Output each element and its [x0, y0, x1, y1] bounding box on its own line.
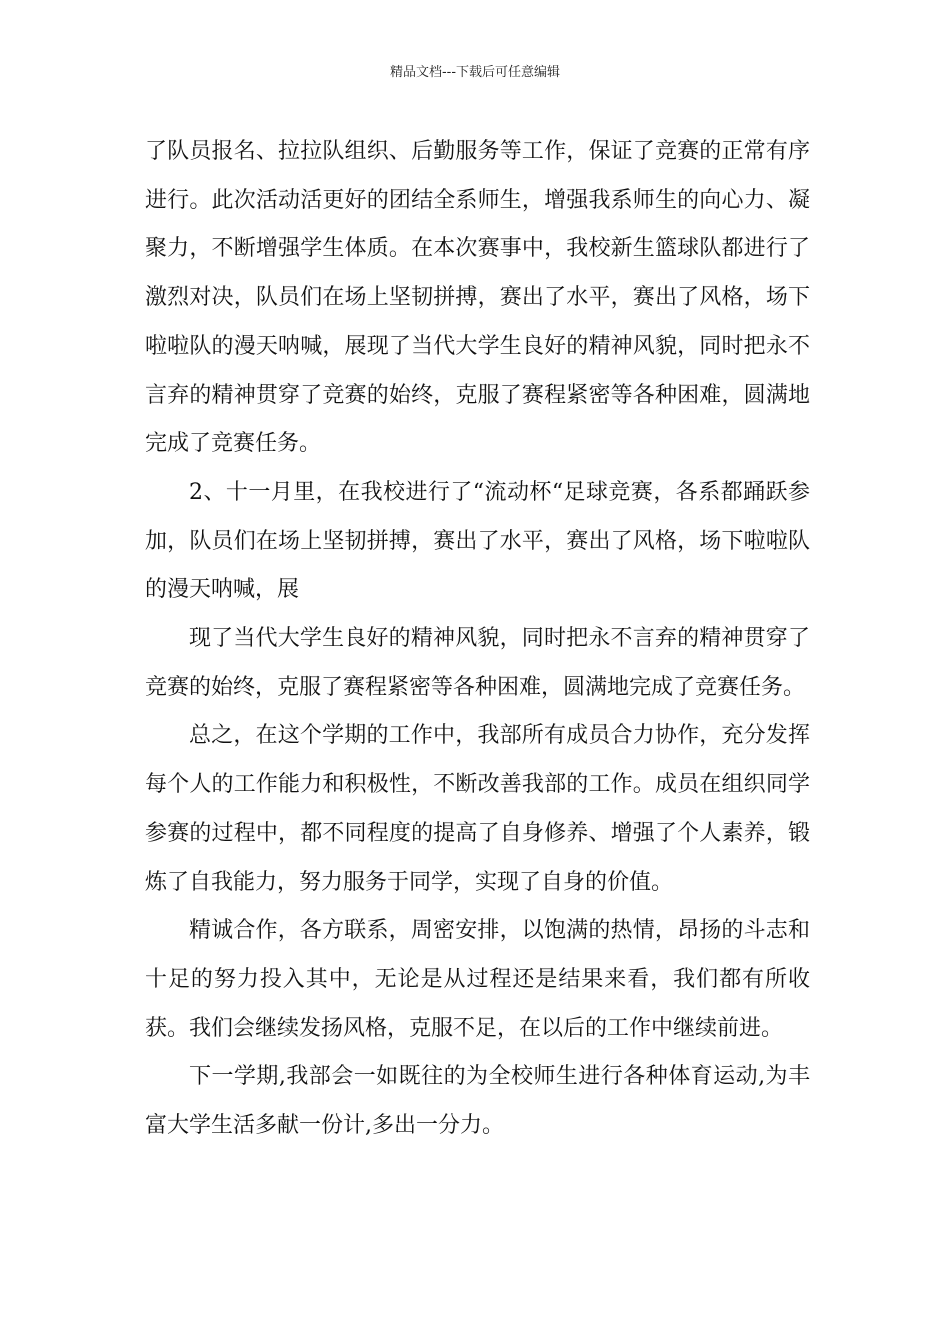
paragraph-summary: 总之，在这个学期的工作中，我部所有成员合力协作，充分发挥每个人的工作能力和积极性，不断改善我部的工作。成员在组织同学参赛的过程中，都不同程度的提高了自身修养、增强了个人素养，锻炼了自我能力，努力服务于同学，实现了自身的价值。	[145, 723, 810, 895]
paragraph-football-match: 2、十一月里，在我校进行了“流动杯“足球竞赛，各系都踊跃参加，队员们在场上坚韧拼搏，赛出了水平，赛出了风格，场下啦啦队的漫天呐喊，展	[145, 479, 810, 603]
paragraph-continued: 了队员报名、拉拉队组织、后勤服务等工作，保证了竞赛的正常有序进行。此次活动活更好的团结全系师生，增强我系师生的向心力、凝聚力，不断增强学生体质。在本次赛事中，我校新生篮球队都进行了激烈对决，队员们在场上坚韧拼搏，赛出了水平，赛出了风格，场下啦啦队的漫天呐喊，展现了当代大学生良好的精神风貌，同时把永不言弃的精神贯穿了竞赛的始终，克服了赛程紧密等各种困难，圆满地完成了竞赛任务。	[145, 139, 810, 457]
paragraph-next-term: 下一学期,我部会一如既往的为全校师生进行各种体育运动,为丰富大学生活多献一份计,多出一分力。	[145, 1064, 810, 1139]
document-body	[145, 128, 810, 1151]
paragraph-spirit: 现了当代大学生良好的精神风貌，同时把永不言弃的精神贯穿了竞赛的始终，克服了赛程紧密等各种困难，圆满地完成了竞赛任务。	[145, 626, 810, 700]
paragraph-cooperation: 精诚合作，各方联系，周密安排，以饱满的热情，昂扬的斗志和十足的努力投入其中，无论是从过程还是结果来看，我们都有所收获。我们会继续发扬风格，克服不足，在以后的工作中继续前进。	[145, 918, 810, 1041]
page-header: 精品文档---下载后可任意编辑	[389, 65, 561, 80]
